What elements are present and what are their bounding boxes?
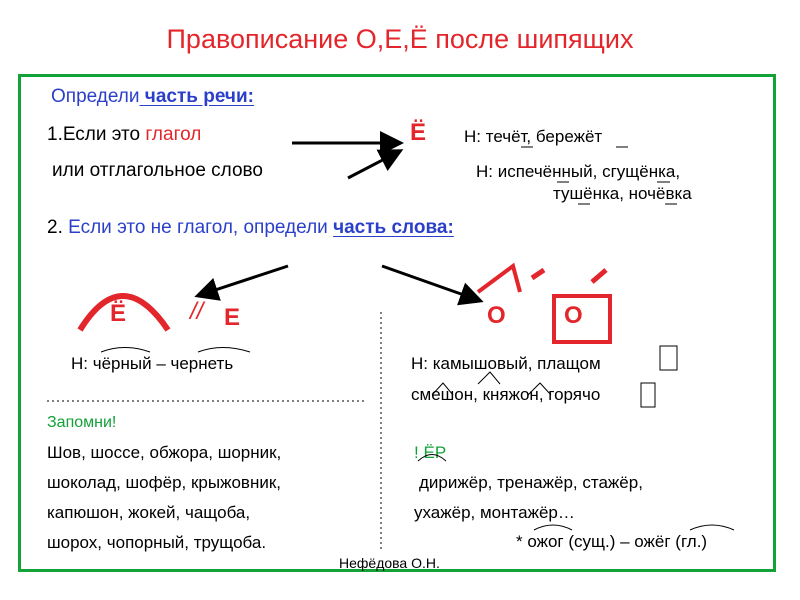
right-example-2: смешон, княжон, горячо <box>411 385 601 404</box>
intro-prefix: Определи <box>51 86 140 107</box>
intro-line <box>51 86 254 108</box>
er-line-3: * ожог (сущ.) – ожёг (гл.) <box>516 532 708 551</box>
letter-o-ending: О <box>564 302 583 329</box>
er-line-1: дирижёр, тренажёр, стажёр, <box>419 473 643 492</box>
rule1b-text: или отглагольное слово <box>52 160 263 181</box>
letter-o-suffix: О <box>487 302 506 329</box>
er-line-2: ухажёр, монтажёр… <box>414 503 575 522</box>
page-title: Правописание О,Е,Ё после шипящих <box>166 24 634 54</box>
right-example-1: Н: камышовый, плащом <box>411 354 601 373</box>
letter-e: Е <box>224 304 241 331</box>
alternation-separator: // <box>190 298 204 325</box>
remember-line-2: шоколад, шофёр, крыжовник, <box>47 473 281 492</box>
rule1-line <box>47 124 201 146</box>
content-frame <box>18 74 776 572</box>
rule1-example: Н: течёт, бережёт <box>464 127 603 146</box>
letter-yo: Ё <box>110 300 127 327</box>
rule1-word: глагол <box>145 124 202 145</box>
remember-line-3: капюшон, жокей, чащоба, <box>47 503 251 522</box>
rule1-prefix: 1.Если это <box>47 124 146 145</box>
remember-line-4: шорох, чопорный, трущоба. <box>47 533 267 552</box>
remember-heading: Запомни! <box>47 414 117 431</box>
remember-line-1: Шов, шоссе, обжора, шорник, <box>47 443 282 462</box>
er-heading-suffix: ЁР <box>423 443 447 462</box>
rule2-text: Если это не глагол, определи <box>68 217 334 238</box>
er-heading <box>414 443 446 463</box>
author-credit: Нефёдова О.Н. <box>339 555 440 571</box>
er-heading-mark: ! <box>414 443 419 462</box>
rule2-line <box>47 217 454 239</box>
rule1b-example-2: тушёнка, ночёвка <box>553 184 692 203</box>
rule2-prefix: 2. <box>47 217 69 238</box>
rule1b-example-1: Н: испечённый, сгущёнка, <box>476 162 681 181</box>
rule1-letter: Ё <box>410 119 427 146</box>
rule2-part-of-word: часть слова: <box>333 217 454 238</box>
intro-part-of-speech: часть речи: <box>139 86 254 107</box>
left-example: Н: чёрный – чернеть <box>71 354 234 373</box>
